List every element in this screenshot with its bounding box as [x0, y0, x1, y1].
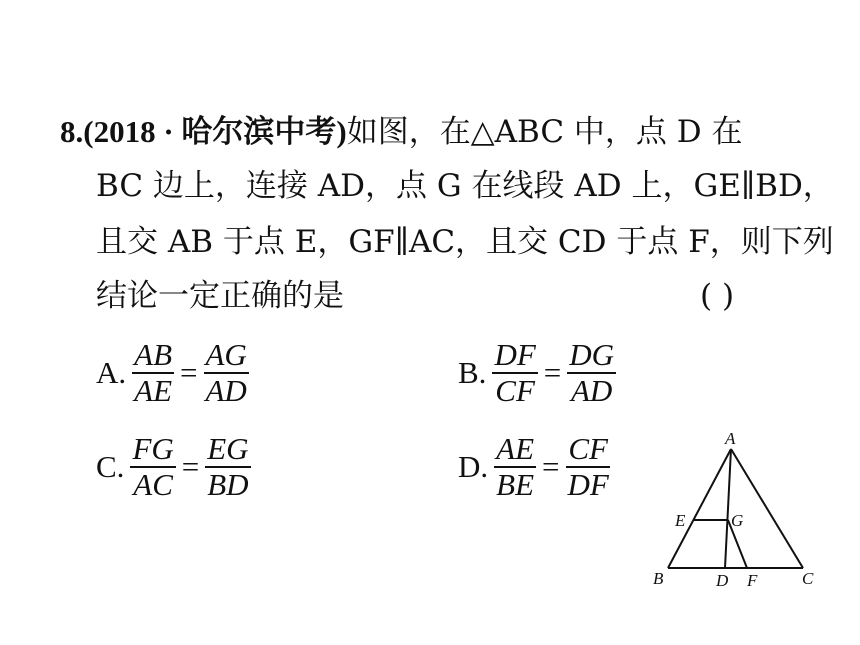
- equals-sign: =: [542, 449, 560, 484]
- equals-sign: =: [180, 355, 198, 390]
- option-label: C.: [96, 449, 125, 484]
- segment-ad: [725, 449, 731, 568]
- option-c[interactable]: [96, 432, 253, 502]
- option-label: B.: [458, 355, 487, 390]
- option-label: D.: [458, 449, 489, 484]
- label-g: G: [731, 511, 744, 530]
- equals-sign: =: [543, 355, 562, 390]
- fraction-right: $\frac{AG}{AD}$: [205, 337, 247, 408]
- question-text-1: 如图，在△ABC 中，点 D 在: [346, 114, 743, 150]
- fraction-left: $\frac{AB}{AE}$: [134, 337, 173, 408]
- label-f: F: [747, 571, 758, 590]
- question-line-1: [60, 112, 742, 152]
- option-label: A.: [96, 355, 127, 390]
- option-b[interactable]: [458, 338, 618, 408]
- question-line-4: [96, 276, 344, 316]
- label-a: A: [725, 429, 736, 448]
- option-d[interactable]: [458, 432, 613, 502]
- question-text-3: 且交 AB 于点 E，GF∥AC，且交 CD 于点 F，则下列: [96, 224, 834, 260]
- triangle-figure: [640, 428, 840, 598]
- segment-ac: [731, 449, 803, 568]
- fraction-right: $\frac{CF}{DF}$: [567, 431, 609, 502]
- segment-ab: [668, 449, 731, 568]
- fraction-right: $\frac{DG}{AD}$: [569, 337, 615, 408]
- question-text-4: 结论一定正确的是: [96, 278, 344, 314]
- answer-parentheses: ( ): [700, 278, 735, 314]
- equals-sign: =: [181, 449, 200, 484]
- label-c: C: [802, 569, 814, 588]
- fraction-left: $\frac{AE}{BE}$: [496, 431, 535, 502]
- question-line-2: [96, 166, 834, 206]
- option-a[interactable]: [96, 338, 251, 408]
- label-b: B: [653, 569, 664, 588]
- fraction-right: $\frac{EG}{BD}$: [207, 431, 249, 502]
- question-line-3: [96, 222, 834, 262]
- fraction-left: $\frac{FG}{AC}$: [132, 431, 174, 502]
- label-e: E: [675, 511, 686, 530]
- question-number: 8.: [60, 114, 84, 149]
- question-source: (2018 · 哈尔滨中考): [83, 114, 347, 149]
- label-d: D: [716, 571, 729, 590]
- fraction-left: $\frac{DF}{CF}$: [494, 337, 536, 408]
- question-text-2: BC 边上，连接 AD，点 G 在线段 AD 上，GE∥BD，: [96, 168, 834, 204]
